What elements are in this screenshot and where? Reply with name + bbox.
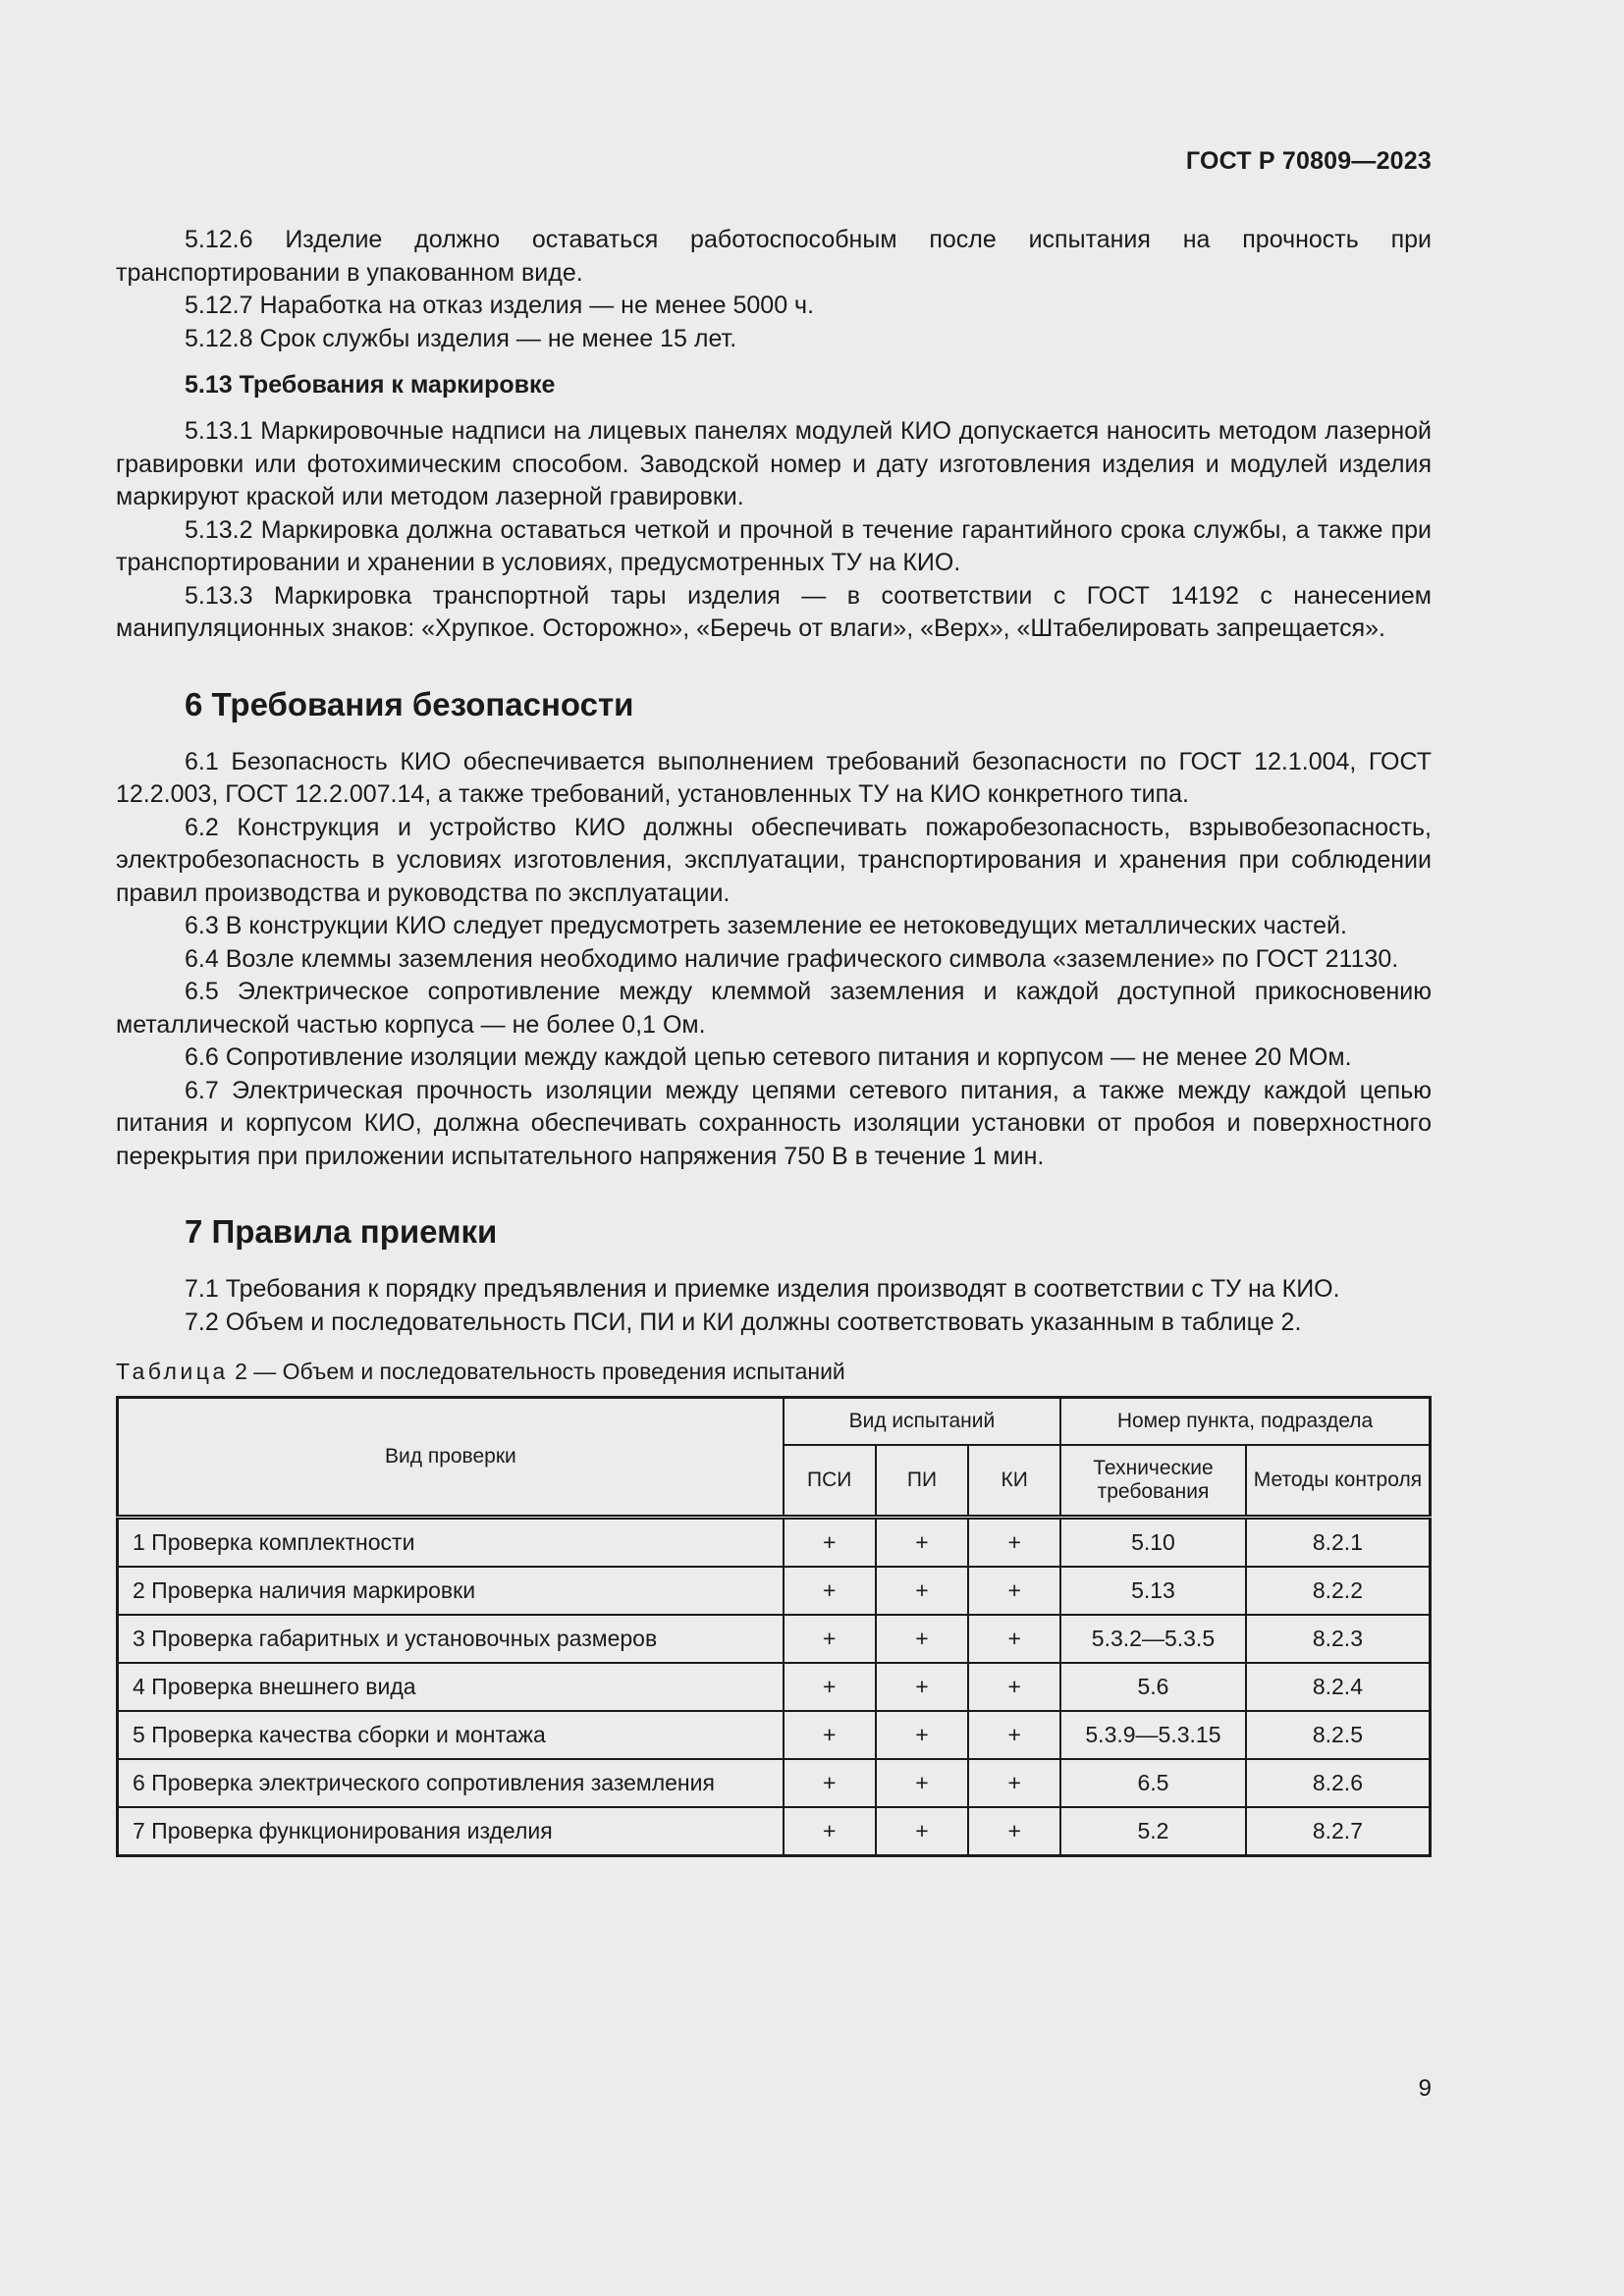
table-row (118, 1711, 1431, 1759)
header-pi: ПИ (876, 1445, 969, 1518)
header-control-methods: Методы контроля (1246, 1445, 1431, 1518)
cell-pi: + (876, 1663, 969, 1711)
cell-ki: + (968, 1615, 1060, 1663)
cell-ki: + (968, 1759, 1060, 1807)
section-heading: 6 Требования безопасности (185, 685, 634, 722)
cell-pi: + (876, 1759, 969, 1807)
cell-check-name: 2 Проверка наличия маркировки (118, 1567, 784, 1615)
cell-ki: + (968, 1663, 1060, 1711)
paragraph: 6.4 Возле клеммы заземления необходимо наличие графического символа «заземление» по ГОСТ 21130. (185, 944, 1399, 973)
cell-tech-req: 6.5 (1060, 1759, 1246, 1807)
document-page (116, 0, 1432, 2296)
cell-control-method: 8.2.2 (1246, 1567, 1431, 1615)
table-caption-label: Таблица (116, 1359, 229, 1384)
table-row (118, 1663, 1431, 1711)
cell-control-method: 8.2.7 (1246, 1807, 1431, 1856)
cell-tech-req: 5.13 (1060, 1567, 1246, 1615)
cell-check-name: 3 Проверка габаритных и установочных размеров (118, 1615, 784, 1663)
paragraph: 5.13.2 Маркировка должна оставаться четкой и прочной в течение гарантийного срока службы, а также при транспортировании и хранении в условиях, предусмотренных ТУ на КИО. (116, 515, 1432, 576)
cell-check-name: 4 Проверка внешнего вида (118, 1663, 784, 1711)
cell-tech-req: 5.10 (1060, 1518, 1246, 1568)
cell-control-method: 8.2.4 (1246, 1663, 1431, 1711)
cell-check-name: 1 Проверка комплектности (118, 1518, 784, 1568)
page-number: 9 (1418, 2075, 1432, 2102)
cell-psi: + (784, 1759, 876, 1807)
cell-tech-req: 5.3.9—5.3.15 (1060, 1711, 1246, 1759)
table-row (118, 1518, 1431, 1568)
document-code: ГОСТ Р 70809—2023 (1185, 147, 1432, 175)
paragraph: 6.1 Безопасность КИО обеспечивается выполнением требований безопасности по ГОСТ 12.1.004, ГОСТ 12.2.003, ГОСТ 12.2.007.14, а также требований, установленных ТУ на КИО конкретного типа. (116, 747, 1432, 808)
cell-tech-req: 5.6 (1060, 1663, 1246, 1711)
header-tech-req: Технические требования (1060, 1445, 1246, 1518)
paragraph: 7.2 Объем и последовательность ПСИ, ПИ и КИ должны соответствовать указанным в таблице 2. (185, 1308, 1302, 1336)
paragraph: 5.12.8 Срок службы изделия — не менее 15 лет. (185, 324, 737, 352)
cell-ki: + (968, 1567, 1060, 1615)
table-caption-text: 2 — Объем и последовательность проведения испытаний (235, 1359, 845, 1384)
header-check-type: Вид проверки (118, 1398, 784, 1518)
subsection-heading: 5.13 Требования к маркировке (185, 371, 556, 399)
section-heading: 7 Правила приемки (185, 1213, 498, 1250)
paragraph: 6.6 Сопротивление изоляции между каждой цепью сетевого питания и корпусом — не менее 20 МОм. (185, 1043, 1352, 1071)
paragraph: 6.5 Электрическое сопротивление между клеммой заземления и каждой доступной прикосновению металлической частью корпуса — не более 0,1 Ом. (116, 978, 1432, 1039)
paragraph: 7.1 Требования к порядку предъявления и приемке изделия производят в соответствии с ТУ на КИО. (185, 1275, 1340, 1303)
cell-psi: + (784, 1807, 876, 1856)
cell-control-method: 8.2.1 (1246, 1518, 1431, 1568)
table-row (118, 1759, 1431, 1807)
cell-pi: + (876, 1711, 969, 1759)
cell-pi: + (876, 1567, 969, 1615)
cell-psi: + (784, 1711, 876, 1759)
document-body (116, 224, 1432, 1857)
paragraph: 5.13.1 Маркировочные надписи на лицевых панелях модулей КИО допускается наносить методом лазерной гравировки или фотохимическим способом. Заводской номер и дату изготовления изделия и модулей изделия маркируют краской или методом лазерной гравировки. (116, 417, 1432, 510)
paragraph: 6.7 Электрическая прочность изоляции между цепями сетевого питания, а также между каждой цепью питания и корпусом КИО, должна обеспечивать сохранность изоляции установки от пробоя и поверхностного перекрытия при приложении испытательного напряжения 750 В в течение 1 мин. (116, 1076, 1432, 1170)
cell-tech-req: 5.3.2—5.3.5 (1060, 1615, 1246, 1663)
cell-psi: + (784, 1615, 876, 1663)
table-row (118, 1807, 1431, 1856)
cell-check-name: 6 Проверка электрического сопротивления заземления (118, 1759, 784, 1807)
paragraph: 5.12.6 Изделие должно оставаться работоспособным после испытания на прочность при транспортировании в упакованном виде. (116, 226, 1432, 287)
header-psi: ПСИ (784, 1445, 876, 1518)
paragraph: 6.3 В конструкции КИО следует предусмотреть заземление ее нетоковедущих металлических частей. (185, 912, 1347, 939)
cell-ki: + (968, 1711, 1060, 1759)
cell-pi: + (876, 1615, 969, 1663)
table-caption (116, 1357, 1432, 1386)
cell-psi: + (784, 1663, 876, 1711)
tests-table (116, 1396, 1432, 1857)
cell-psi: + (784, 1567, 876, 1615)
cell-control-method: 8.2.6 (1246, 1759, 1431, 1807)
paragraph: 6.2 Конструкция и устройство КИО должны обеспечивать пожаробезопасность, взрывобезопасность, электробезопасность в условиях изготовления, эксплуатации, транспортирования и хранения при соблюдении правил производства и руководства по эксплуатации. (116, 813, 1432, 907)
cell-control-method: 8.2.3 (1246, 1615, 1431, 1663)
cell-pi: + (876, 1807, 969, 1856)
cell-ki: + (968, 1807, 1060, 1856)
header-ki: КИ (968, 1445, 1060, 1518)
cell-pi: + (876, 1518, 969, 1568)
cell-psi: + (784, 1518, 876, 1568)
paragraph: 5.13.3 Маркировка транспортной тары изделия — в соответствии с ГОСТ 14192 с нанесением манипуляционных знаков: «Хрупкое. Осторожно», «Беречь от влаги», «Верх», «Штабелировать запрещается». (116, 581, 1432, 642)
cell-check-name: 7 Проверка функционирования изделия (118, 1807, 784, 1856)
paragraph: 5.12.7 Наработка на отказ изделия — не менее 5000 ч. (185, 292, 815, 319)
header-test-type: Вид испытаний (784, 1398, 1060, 1446)
table-row (118, 1567, 1431, 1615)
header-clause-number: Номер пункта, подраздела (1060, 1398, 1430, 1446)
cell-ki: + (968, 1518, 1060, 1568)
cell-control-method: 8.2.5 (1246, 1711, 1431, 1759)
table-row (118, 1615, 1431, 1663)
cell-check-name: 5 Проверка качества сборки и монтажа (118, 1711, 784, 1759)
cell-tech-req: 5.2 (1060, 1807, 1246, 1856)
